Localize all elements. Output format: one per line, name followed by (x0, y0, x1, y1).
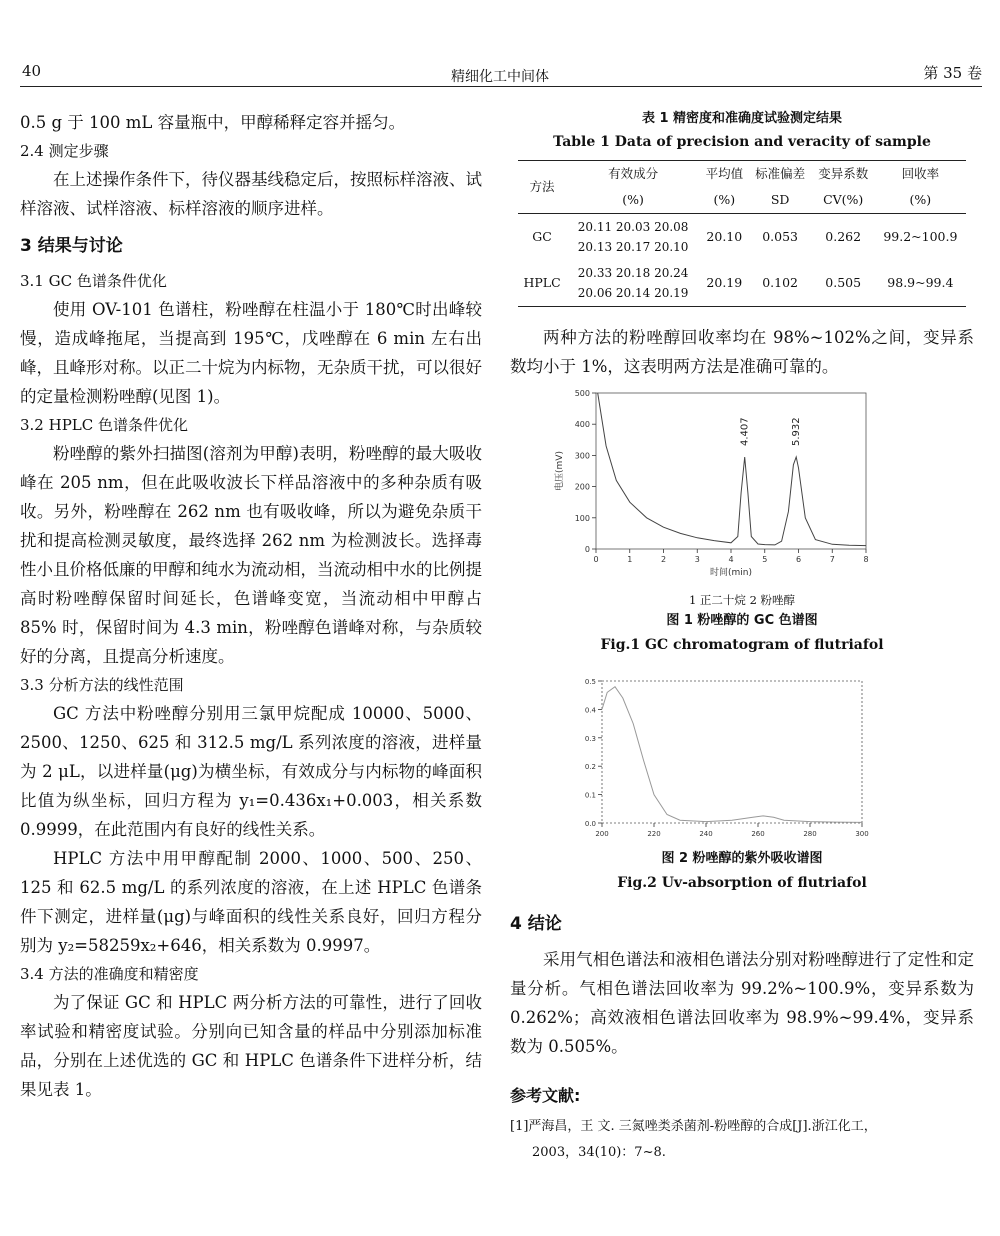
table-cell-values (566, 260, 700, 307)
table-header-mean: 平均值 (705, 166, 744, 181)
table-header-cv-unit: CV(%) (823, 192, 864, 207)
x-tick-label: 0 (593, 555, 599, 564)
peak-label: 5.932 (791, 417, 803, 447)
gc-chromatogram-chart (510, 381, 974, 591)
values-line: 20.11 20.03 20.08 (577, 220, 689, 234)
right-column (510, 108, 974, 1166)
subsection-heading: 2.4 测定步骤 (20, 142, 109, 160)
x-tick-label: 300 (855, 830, 869, 838)
table-cell-recovery: 98.9~99.4 (887, 275, 954, 290)
values-line: 20.33 20.18 20.24 (577, 266, 689, 280)
x-tick-label: 200 (595, 830, 609, 838)
table-cell-cv: 0.262 (825, 229, 862, 244)
x-tick-label: 6 (795, 555, 802, 564)
figure2-caption-en: Fig.2 Uv-absorption of flutriafol (617, 875, 867, 891)
paragraph: HPLC 方法中用甲醇配制 2000、1000、500、250、125 和 62.5 mg/L 的系列浓度的溶液，在上述 HPLC 色谱条件下测定，进样量(μg)与峰面积的线性关系良好，回归方程分别为 y₂=58259x₂+646，相关系数为 0.9997。 (20, 849, 482, 955)
section-heading: 3 结果与讨论 (20, 236, 123, 256)
table-cell-sd: 0.053 (762, 229, 798, 244)
uv-absorption-chart (510, 671, 974, 847)
x-tick-label: 3 (694, 555, 700, 564)
table-header-cv: 变异系数 (818, 166, 869, 181)
page-number: 40 (22, 62, 42, 80)
section-heading: 4 结论 (510, 914, 562, 934)
table-header-content-unit: (%) (622, 192, 644, 207)
y-tick-label: 400 (574, 420, 590, 430)
table-header-sd: 标准偏差 (755, 166, 806, 181)
table-cell-mean: 20.10 (706, 229, 743, 244)
y-tick-label: 0.2 (584, 763, 596, 772)
subsection-heading: 3.3 分析方法的线性范围 (20, 676, 184, 694)
table-cell-sd: 0.102 (762, 275, 798, 290)
paragraph: 为了保证 GC 和 HPLC 两分析方法的可靠性，进行了回收率试验和精密度试验。分别向已知含量的样品中分别添加标准品，分别在上述优选的 GC 和 HPLC 色谱条件下进样分析，结果见表 1。 (20, 993, 482, 1099)
table-cell-values (566, 214, 700, 261)
table-row (518, 214, 966, 261)
y-tick-label: 0.0 (584, 820, 596, 828)
plot-frame (596, 393, 866, 549)
table-cell-cv: 0.505 (825, 275, 862, 290)
y-tick-label: 500 (574, 389, 590, 398)
y-tick-label: 200 (574, 482, 590, 492)
values-line: 20.13 20.17 20.10 (577, 240, 689, 254)
table-row (518, 260, 966, 307)
paragraph: 两种方法的粉唑醇回收率均在 98%~102%之间，变异系数均小于 1%，这表明两方法是准确可靠的。 (510, 328, 974, 376)
subsection-heading: 3.2 HPLC 色谱条件优化 (20, 416, 189, 434)
y-tick-label: 0 (584, 545, 590, 554)
figure1-caption-en: Fig.1 GC chromatogram of flutriafol (600, 637, 884, 653)
series-line (602, 687, 862, 823)
y-tick-label: 300 (574, 451, 590, 461)
page-header (0, 0, 1000, 92)
table-caption-cn: 表 1 精密度和准确度试验测定结果 (641, 111, 843, 126)
references-heading: 参考文献: (510, 1086, 581, 1105)
table-cell-recovery: 99.2~100.9 (883, 229, 958, 244)
table-caption-en: Table 1 Data of precision and veracity of sample (553, 134, 931, 150)
x-tick-label: 220 (647, 830, 661, 838)
x-tick-label: 2 (660, 555, 667, 564)
data-table (518, 160, 966, 307)
x-tick-label: 260 (751, 830, 765, 838)
x-tick-label: 5 (762, 555, 768, 564)
y-tick-label: 0.5 (584, 678, 596, 686)
x-axis-label: 时间(min) (710, 568, 752, 578)
volume-label: 第 35 卷 (923, 64, 982, 82)
left-column (20, 108, 482, 1104)
values-line: 20.06 20.14 20.19 (577, 286, 689, 300)
figure1-caption-cn: 图 1 粉唑醇的 GC 色谱图 (666, 613, 818, 628)
reference-line: [1]严海昌，王 文. 三氮唑类杀菌剂-粉唑醇的合成[J].浙江化工， (510, 1119, 877, 1134)
table-cell-mean: 20.19 (706, 275, 743, 290)
table-header-content: 有效成分 (608, 166, 659, 181)
table-header-mean-unit: (%) (713, 192, 736, 207)
paragraph: 在上述操作条件下，待仪器基线稳定后，按照标样溶液、试样溶液、试样溶液、标样溶液的顺序进样。 (20, 170, 482, 218)
paragraph: 使用 OV-101 色谱柱，粉唑醇在柱温小于 180℃时出峰较慢，造成峰拖尾，当提高到 195℃，戊唑醇在 6 min 左右出峰，且峰形对称。以正二十烷为内标物，无杂质干扰，可以很好的定量检测粉唑醇(见图 1)。 (20, 300, 482, 406)
paragraph: 0.5 g 于 100 mL 容量瓶中，甲醇稀释定容并摇匀。 (20, 113, 406, 132)
figure1-legend: 1 正二十烷 2 粉唑醇 (688, 593, 796, 607)
paragraph: 粉唑醇的紫外扫描图(溶剂为甲醇)表明，粉唑醇的最大吸收峰在 205 nm，但在此吸收波长下样品溶液中的多种杂质有吸收。另外，粉唑醇在 262 nm 也有吸收峰，所以为避免杂质干扰和提高检测灵敏度，最终选择 262 nm 为检测波长。选择毒性小且价格低廉的甲醇和纯水为流动相，当流动相中水的比例提高时粉唑醇保留时间延长，色谱峰变宽，当流动相中甲醇占 85% 时，保留时间为 4.3 min，粉唑醇色谱峰对称，与杂质较好的分离，且提高分析速度。 (20, 444, 482, 666)
table-header-sd-unit: SD (770, 192, 790, 207)
figure2-caption-cn: 图 2 粉唑醇的紫外吸收谱图 (661, 851, 823, 866)
subsection-heading: 3.4 方法的准确度和精密度 (20, 965, 199, 983)
y-tick-label: 0.4 (584, 706, 596, 715)
table-cell-method: HPLC (523, 275, 561, 290)
x-tick-label: 8 (863, 555, 869, 564)
table-cell-method: GC (532, 229, 552, 244)
peak-label: 4.407 (739, 417, 751, 447)
y-tick-label: 0.3 (584, 734, 596, 743)
x-tick-label: 240 (699, 830, 713, 838)
reference-line: 2003，34(10)：7~8. (532, 1145, 666, 1160)
y-tick-label: 100 (574, 513, 590, 523)
journal-title: 精细化工中间体 (451, 69, 549, 85)
paragraph: 采用气相色谱法和液相色谱法分别对粉唑醇进行了定性和定量分析。气相色谱法回收率为 99.2%~100.9%，变异系数为 0.262%；高效液相色谱法回收率为 98.9%~99.4%，变异系数为 0.505%。 (510, 950, 974, 1056)
y-axis-label: 电压(mV) (555, 451, 565, 491)
y-tick-label: 0.1 (584, 791, 596, 800)
table-header-recovery-unit: (%) (909, 192, 932, 207)
table-header-recovery: 回收率 (901, 166, 940, 181)
x-tick-label: 1 (627, 555, 633, 564)
x-tick-label: 280 (803, 830, 817, 838)
table-header-method: 方法 (529, 179, 555, 194)
reference-item (510, 1114, 974, 1166)
header-rule (20, 86, 982, 87)
x-tick-label: 7 (829, 555, 835, 564)
paragraph: GC 方法中粉唑醇分别用三氯甲烷配成 10000、5000、2500、1250、625 和 312.5 mg/L 系列浓度的溶液，进样量为 2 μL，以进样量(μg)为横坐标，有效成分与内标物的峰面积比值为纵坐标，回归方程为 y₁=0.436x₁+0.003，相关系数 0.9999，在此范围内有良好的线性关系。 (20, 704, 482, 839)
x-tick-label: 4 (728, 555, 734, 564)
series-line (598, 393, 866, 546)
subsection-heading: 3.1 GC 色谱条件优化 (20, 272, 167, 290)
